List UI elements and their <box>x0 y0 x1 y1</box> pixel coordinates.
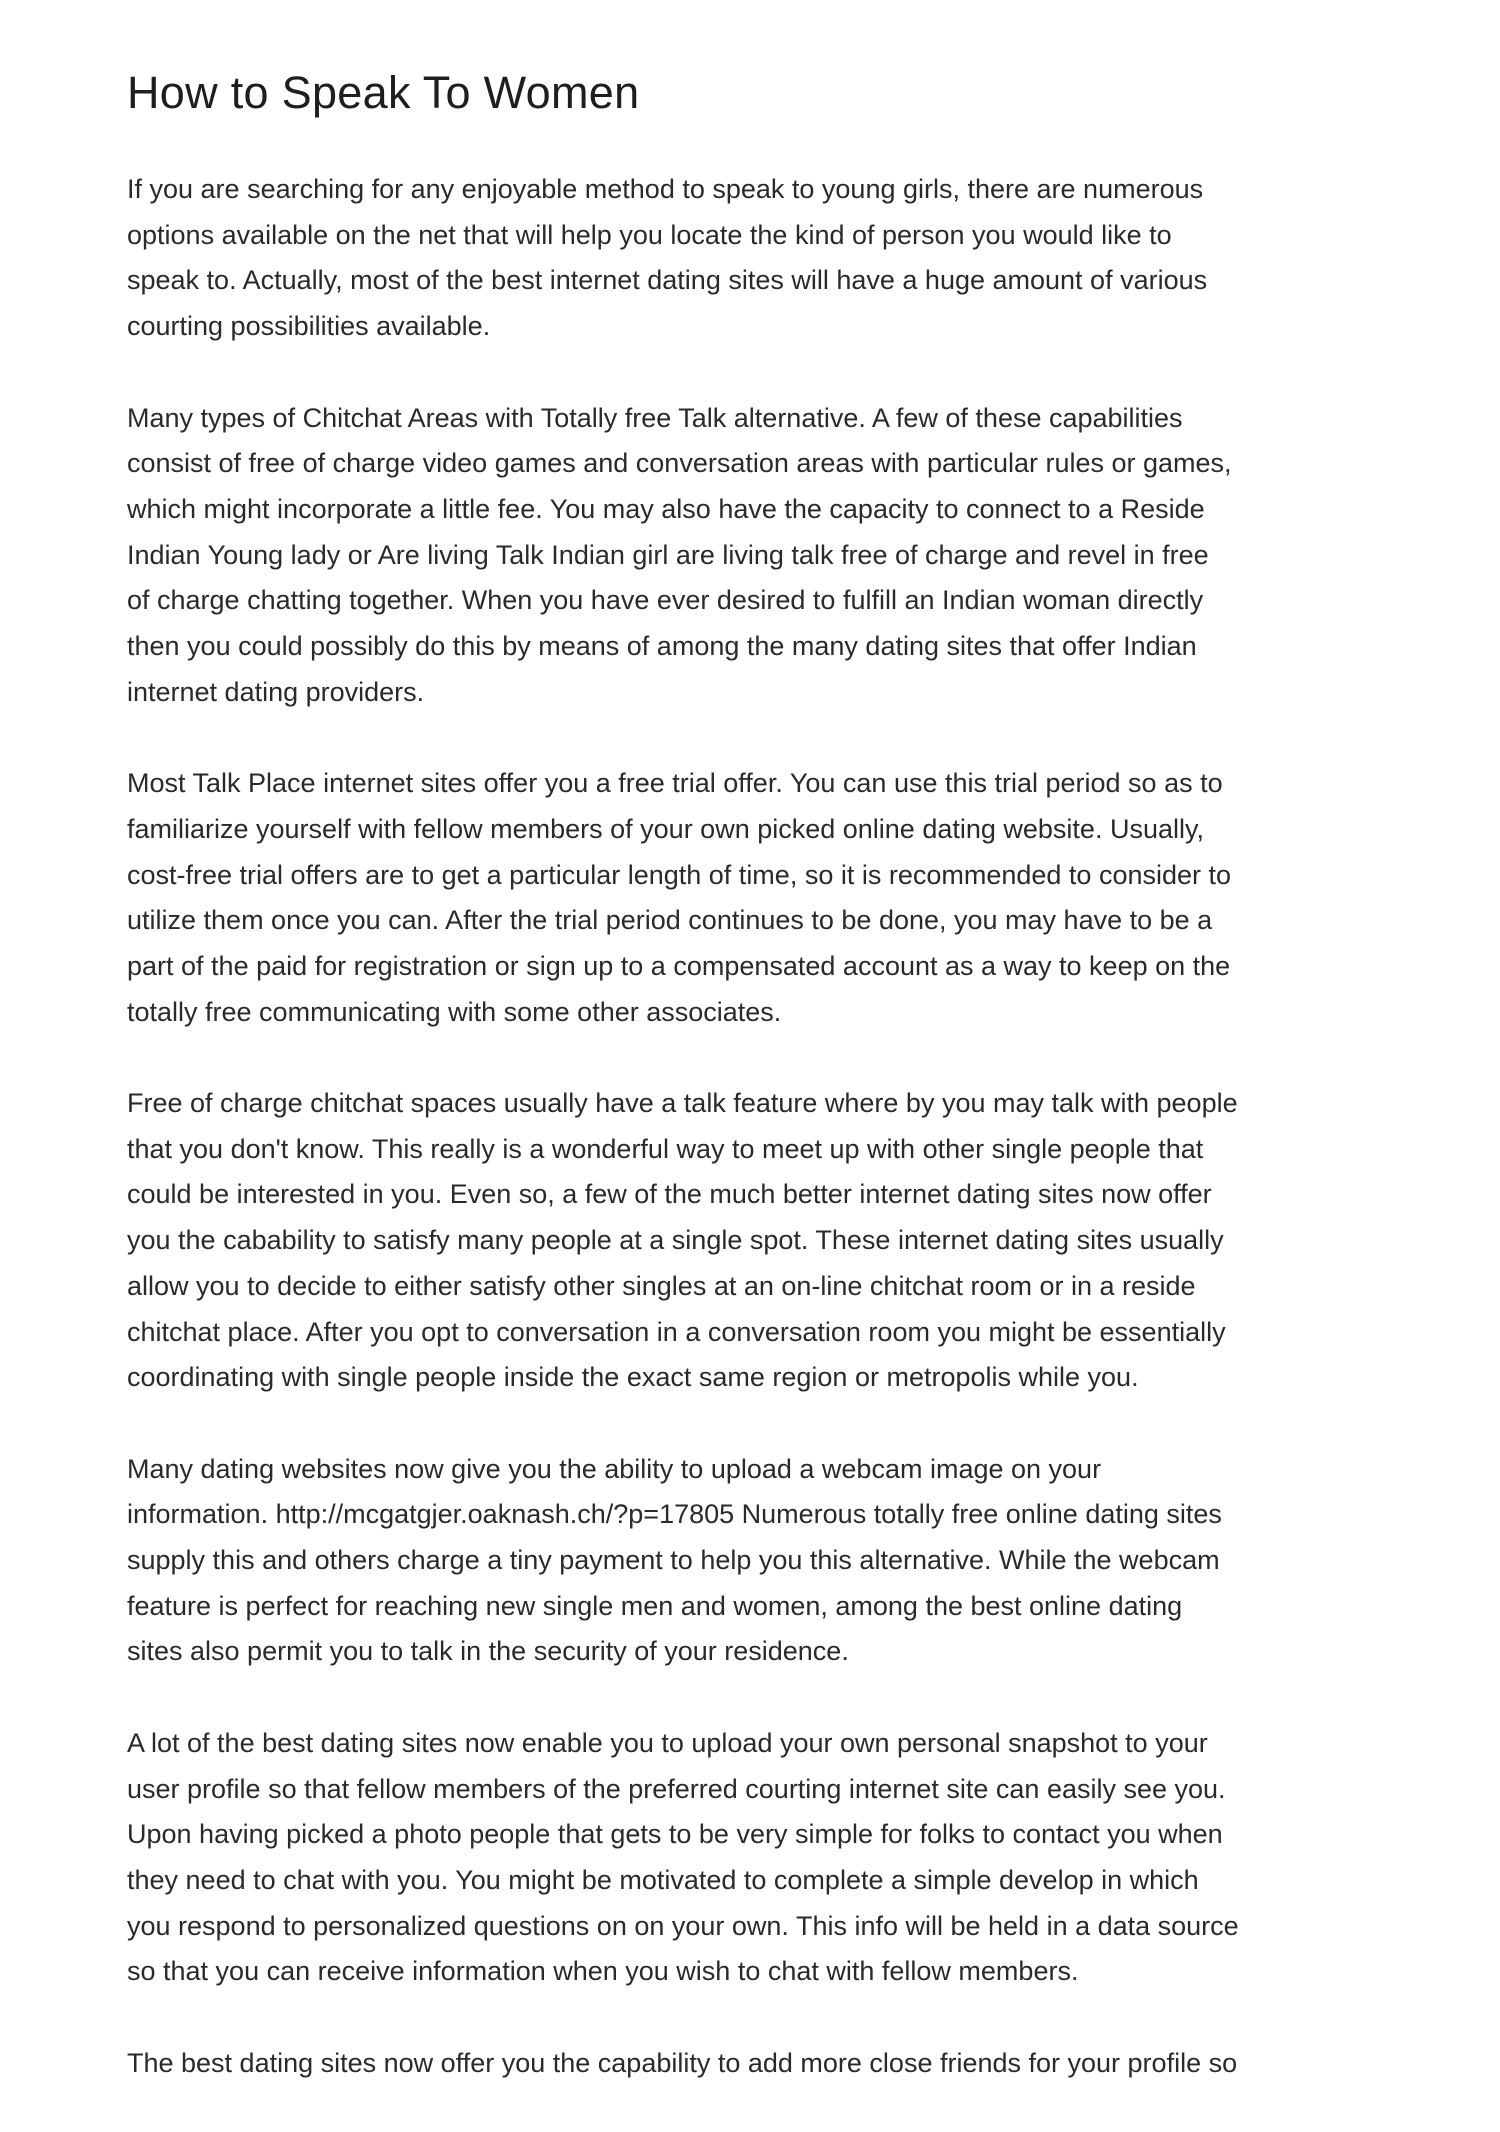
text-line: they need to chat with you. You might be motivated to complete a simple develop in which <box>127 1864 1199 1895</box>
paragraph <box>127 396 1239 716</box>
text-line: allow you to decide to either satisfy other singles at an on-line chitchat room or in a reside <box>127 1270 1196 1301</box>
text-line: A lot of the best dating sites now enable you to upload your own personal snapshot to your <box>127 1727 1208 1758</box>
paragraph <box>127 1721 1239 1995</box>
text-line: utilize them once you can. After the trial period continues to be done, you may have to be a <box>127 905 1213 936</box>
paragraph <box>127 2041 1239 2087</box>
text-line: could be interested in you. Even so, a few of the much better internet dating sites now offer <box>127 1179 1212 1210</box>
text-line: consist of free of charge video games and conversation areas with particular rules or games, <box>127 448 1232 479</box>
text-line: chitchat place. After you opt to conversation in a conversation room you might be essentially <box>127 1316 1226 1347</box>
text-line: Many dating websites now give you the ability to upload a webcam image on your <box>127 1453 1102 1484</box>
text-line: Upon having picked a photo people that gets to be very simple for folks to contact you when <box>127 1819 1223 1850</box>
text-line: If you are searching for any enjoyable method to speak to young girls, there are numerous <box>127 174 1204 204</box>
text-line: sites also permit you to talk in the security of your residence. <box>127 1636 849 1667</box>
text-line: user profile so that fellow members of the preferred courting internet site can easily see you. <box>127 1773 1226 1804</box>
text-line: you respond to personalized questions on on your own. This info will be held in a data source <box>127 1910 1239 1941</box>
text-line: internet dating providers. <box>127 676 425 707</box>
article-body <box>127 167 1239 2132</box>
paragraph <box>127 1081 1239 1401</box>
text-line: speak to. Actually, most of the best internet dating sites will have a huge amount of various <box>127 265 1208 296</box>
text-line: coordinating with single people inside the exact same region or metropolis while you. <box>127 1362 1139 1393</box>
text-line: which might incorporate a little fee. You may also have the capacity to connect to a Reside <box>127 493 1205 524</box>
text-line: options available on the net that will help you locate the kind of person you would like to <box>127 219 1172 250</box>
text-line: cost-free trial offers are to get a particular length of time, so it is recommended to consider to <box>127 859 1232 890</box>
text-line: Most Talk Place internet sites offer you a free trial offer. You can use this trial period so as to <box>127 768 1223 799</box>
text-line: supply this and others charge a tiny payment to help you this alternative. While the webcam <box>127 1545 1220 1576</box>
page-title: How to Speak To Women <box>127 67 640 118</box>
text-line: of charge chatting together. When you have ever desired to fulfill an Indian woman directly <box>127 585 1204 616</box>
text-line: feature is perfect for reaching new single men and women, among the best online dating <box>127 1590 1183 1621</box>
text-line: totally free communicating with some other associates. <box>127 996 782 1027</box>
text-line: Indian Young lady or Are living Talk Indian girl are living talk free of charge and revel in free <box>127 539 1209 570</box>
text-line: so that you can receive information when you wish to chat with fellow members. <box>127 1956 1079 1987</box>
text-line: you the cabability to satisfy many people at a single spot. These internet dating sites usually <box>127 1225 1224 1256</box>
text-line: information. http://mcgatgjer.oaknash.ch/?p=17805 Numerous totally free online dating sites <box>127 1499 1222 1530</box>
text-line: that you don't know. This really is a wonderful way to meet up with other single people that <box>127 1133 1204 1164</box>
text-line: courting possibilities available. <box>127 311 491 342</box>
paragraph <box>127 761 1239 1035</box>
text-line: Many types of Chitchat Areas with Totally free Talk alternative. A few of these capabilities <box>127 402 1183 433</box>
text-line: The best dating sites now offer you the capability to add more close friends for your profile so <box>127 2047 1238 2078</box>
paragraph <box>127 1447 1239 1676</box>
text-line: Free of charge chitchat spaces usually have a talk feature where by you may talk with people <box>127 1088 1238 1119</box>
text-line: familiarize yourself with fellow members of your own picked online dating website. Usually, <box>127 813 1204 844</box>
text-line: part of the paid for registration or sign up to a compensated account as a way to keep on the <box>127 950 1231 981</box>
text-line: then you could possibly do this by means of among the many dating sites that offer Indian <box>127 631 1197 662</box>
paragraph <box>127 167 1239 350</box>
